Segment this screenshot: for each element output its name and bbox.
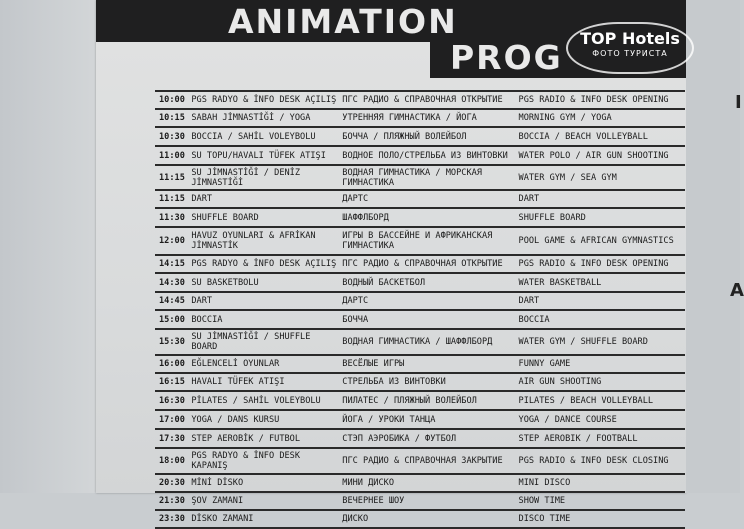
schedule-row [155, 411, 685, 430]
activity-russian: ПГС РАДИО & СПРАВОЧНАЯ ОТКРЫТИЕ [342, 95, 503, 105]
activity-english: POOL GAME & AFRICAN GYMNASTICS [518, 236, 674, 246]
schedule-time: 17:00 [159, 414, 185, 425]
activity-turkish: SU JİMNASTİĞİ / DENİZ JİMNASTİĞİ [191, 167, 301, 188]
schedule-time: 15:30 [159, 337, 185, 347]
schedule-time: 16:30 [159, 395, 185, 406]
activity-russian: ВОДНЫЙ БАСКЕТБОЛ [342, 277, 426, 288]
schedule-row [155, 209, 685, 228]
activity-turkish: HAVALI TÜFEK ATIŞI [191, 377, 285, 387]
activity-russian: МИНИ ДИСКО [342, 478, 395, 488]
activity-english: FUNNY GAME [518, 359, 571, 369]
schedule-row [155, 274, 685, 293]
activity-turkish: SU TOPU/HAVALI TÜFEK ATIŞI [191, 150, 326, 161]
activity-english: WATER POLO / AIR GUN SHOOTING [518, 150, 669, 161]
schedule-time: 10:30 [159, 131, 185, 142]
wall-right [686, 0, 740, 493]
watermark-tagline: ФОТО ТУРИСТА [592, 49, 668, 58]
activity-turkish: BOCCIA [191, 314, 223, 325]
schedule-time: 15:00 [159, 314, 185, 325]
activity-english: PGS RADIO & INFO DESK OPENING [518, 259, 669, 269]
activity-russian: СТЭП АЭРОБИКА / ФУТБОЛ [342, 433, 457, 444]
schedule-row [155, 90, 685, 110]
activity-russian: ЙОГА / УРОКИ ТАНЦА [342, 414, 436, 425]
activity-turkish: HAVUZ OYUNLARI & AFRİKAN JİMNASTİK [191, 231, 316, 251]
schedule-row [155, 475, 685, 493]
activity-russian: СТРЕЛЬБА ИЗ ВИНТОВКИ [342, 377, 446, 387]
activity-russian: ПГС РАДИО & СПРАВОЧНАЯ ЗАКРЫТИЕ [342, 456, 503, 466]
activity-turkish: ŞOV ZAMANI [191, 496, 244, 506]
side-mark-1: I [735, 92, 742, 113]
activity-turkish: SU BASKETBOLU [191, 277, 259, 288]
activity-turkish: PİLATES / SAHİL VOLEYBOLU [191, 395, 321, 406]
activity-russian: ВОДНАЯ ГИМНАСТИКА / МОРСКАЯ ГИМНАСТИКА [342, 167, 482, 188]
activity-turkish: STEP AEROBİK / FUTBOL [191, 433, 301, 444]
schedule-row [155, 228, 685, 256]
schedule-row [155, 356, 685, 374]
schedule-time: 14:30 [159, 277, 185, 288]
schedule-row [155, 128, 685, 147]
schedule-time: 12:00 [159, 236, 185, 246]
activity-english: DART [518, 194, 540, 204]
activity-english: SHOW TIME [518, 496, 566, 506]
activity-turkish: SU JİMNASTİĞİ / SHUFFLE BOARD [191, 332, 311, 352]
activity-turkish: SHUFFLE BOARD [191, 212, 259, 223]
activity-russian: ДАРТС [342, 194, 369, 204]
activity-english: DISCO TIME [518, 514, 571, 524]
activity-russian: ПГС РАДИО & СПРАВОЧНАЯ ОТКРЫТИЕ [342, 259, 503, 269]
schedule-time: 10:15 [159, 113, 185, 123]
activity-turkish: SABAH JİMNASTİĞİ / YOGA [191, 113, 311, 123]
schedule-row [155, 293, 685, 311]
activity-turkish: PGS RADYO & İNFO DESK AÇILIŞ [191, 95, 337, 105]
activity-english: BOCCIA / BEACH VOLLEYBALL [518, 131, 648, 142]
schedule-time: 21:30 [159, 496, 185, 506]
activity-russian: ДИСКО [342, 514, 369, 524]
activity-russian: ВОДНАЯ ГИМНАСТИКА / ШАФФЛБОРД [342, 337, 493, 347]
schedule-row [155, 392, 685, 411]
schedule-time: 14:45 [159, 296, 185, 306]
schedule-row [155, 493, 685, 511]
activity-turkish: DART [191, 194, 213, 204]
schedule-time: 17:30 [159, 433, 185, 444]
activity-turkish: DİSKO ZAMANI [191, 514, 254, 524]
schedule-time: 18:00 [159, 456, 185, 466]
activity-english: BOCCIA [518, 314, 550, 325]
activity-russian: ВЕЧЕРНЕЕ ШОУ [342, 496, 405, 506]
schedule-row [155, 256, 685, 274]
schedule-table [155, 90, 685, 529]
schedule-time: 11:15 [159, 172, 185, 183]
activity-russian: ШАФФЛБОРД [342, 212, 389, 223]
schedule-row [155, 166, 685, 191]
schedule-row [155, 449, 685, 475]
activity-english: AIR GUN SHOOTING [518, 377, 602, 387]
activity-turkish: PGS RADYO & İNFO DESK KAPANIŞ [191, 451, 301, 471]
activity-turkish: YOGA / DANS KURSU [191, 414, 280, 425]
schedule-time: 20:30 [159, 478, 185, 488]
board-title-line2: PROG [450, 38, 563, 77]
activity-english: PGS RADIO & INFO DESK OPENING [518, 95, 669, 105]
board-title-line1: ANIMATION [228, 2, 458, 41]
schedule-row [155, 311, 685, 330]
activity-english: SHUFFLE BOARD [518, 212, 586, 223]
activity-russian: ПИЛАТЕС / ПЛЯЖНЫЙ ВОЛЕЙБОЛ [342, 395, 477, 406]
schedule-row [155, 511, 685, 529]
tophotels-watermark [566, 22, 694, 74]
activity-turkish: DART [191, 296, 213, 306]
activity-turkish: BOCCIA / SAHİL VOLEYBOLU [191, 131, 316, 142]
schedule-time: 14:15 [159, 259, 185, 269]
activity-english: WATER GYM / SEA GYM [518, 172, 617, 183]
activity-english: MORNING GYM / YOGA [518, 113, 612, 123]
schedule-row [155, 374, 685, 392]
schedule-row [155, 191, 685, 209]
activity-english: STEP AEROBIK / FOOTBALL [518, 433, 638, 444]
activity-russian: ДАРТС [342, 296, 369, 306]
watermark-brand: TOP Hotels [580, 29, 680, 48]
wall-left [0, 0, 98, 493]
side-mark-2: A [730, 280, 744, 301]
schedule-time: 11:30 [159, 212, 185, 223]
activity-russian: ИГРЫ В БАССЕЙНЕ И АФРИКАНСКАЯ ГИМНАСТИКА [342, 231, 493, 251]
schedule-time: 23:30 [159, 514, 185, 524]
schedule-time: 11:00 [159, 150, 185, 161]
activity-russian: ВОДНОЕ ПОЛО/СТРЕЛЬБА ИЗ ВИНТОВКИ [342, 150, 508, 161]
activity-russian: БОЧЧА [342, 314, 369, 325]
activity-turkish: PGS RADYO & İNFO DESK AÇILIŞ [191, 259, 337, 269]
activity-english: PGS RADIO & INFO DESK CLOSING [518, 456, 669, 466]
schedule-row [155, 110, 685, 128]
activity-english: PILATES / BEACH VOLLEYBALL [518, 395, 654, 406]
activity-turkish: MİNİ DİSKO [191, 478, 244, 488]
schedule-time: 10:00 [159, 95, 185, 105]
schedule-time: 16:15 [159, 377, 185, 387]
activity-russian: ВЕСЁЛЫЕ ИГРЫ [342, 359, 405, 369]
activity-english: WATER GYM / SHUFFLE BOARD [518, 337, 648, 347]
schedule-row [155, 330, 685, 356]
activity-english: DART [518, 296, 540, 306]
schedule-row [155, 430, 685, 449]
activity-english: MINI DISCO [518, 478, 571, 488]
activity-turkish: EĞLENCELİ OYUNLAR [191, 359, 280, 369]
activity-english: YOGA / DANCE COURSE [518, 414, 617, 425]
activity-russian: УТРЕННЯЯ ГИМНАСТИКА / ЙОГА [342, 113, 477, 123]
schedule-time: 11:15 [159, 194, 185, 204]
schedule-time: 16:00 [159, 359, 185, 369]
activity-english: WATER BASKETBALL [518, 277, 602, 288]
schedule-row [155, 147, 685, 166]
activity-russian: БОЧЧА / ПЛЯЖНЫЙ ВОЛЕЙБОЛ [342, 131, 467, 142]
